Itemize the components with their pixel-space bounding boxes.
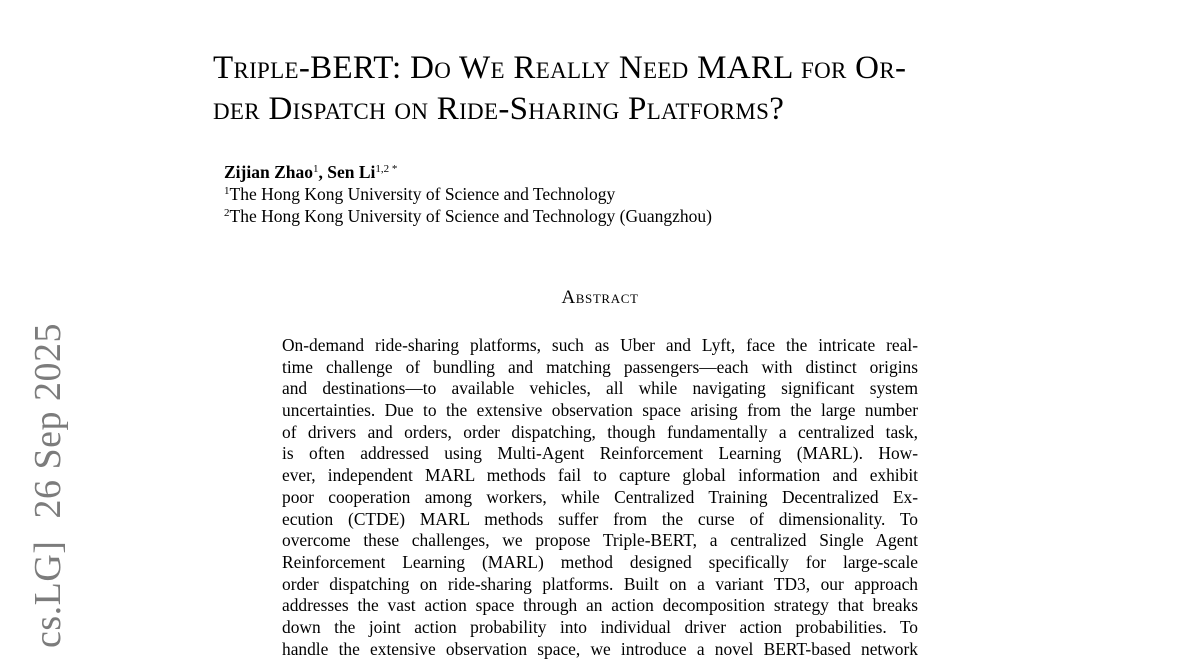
abstract-line: Reinforcement Learning (MARL) method designed specifically for large-scale <box>282 551 918 572</box>
affiliation-text: The Hong Kong University of Science and Technology <box>229 184 616 204</box>
abstract-line: is often addressed using Multi-Agent Reinforcement Learning (MARL). How- <box>282 443 918 464</box>
author-affil-marker: 1 <box>313 163 319 175</box>
abstract-line: and destinations—to available vehicles, all while navigating significant system <box>282 378 918 399</box>
abstract-line: ever, independent MARL methods fail to capture global information and exhibit <box>282 465 918 486</box>
affiliation-text: The Hong Kong University of Science and Technology (Guangzhou) <box>229 206 712 226</box>
title-line-1: Triple-BERT: Do We Really Need MARL for Or- <box>213 50 907 86</box>
arxiv-date: 26 Sep 2025 <box>27 323 69 519</box>
affiliation-2 <box>224 205 712 227</box>
abstract-line: poor cooperation among workers, while Centralized Training Decentralized Ex- <box>282 486 918 507</box>
abstract-line: overcome these challenges, we propose Triple-BERT, a centralized Single Agent <box>282 530 918 551</box>
abstract-line: time challenge of bundling and matching passengers—each with distinct origins <box>282 356 918 377</box>
author-names <box>224 161 712 183</box>
abstract-line: down the joint action probability into individual driver action probabilities. To <box>282 616 918 637</box>
affiliation-marker: 1 <box>224 185 230 197</box>
paper-title <box>213 48 1013 130</box>
abstract-line: uncertainties. Due to the extensive observation space arising from the large number <box>282 400 918 421</box>
abstract-heading: Abstract <box>561 287 639 308</box>
abstract-line: ecution (CTDE) MARL methods suffer from the curse of dimensionality. To <box>282 508 918 529</box>
arxiv-side-stamp <box>26 323 70 648</box>
abstract-line: On-demand ride-sharing platforms, such as Uber and Lyft, face the intricate real- <box>282 335 918 355</box>
abstract-line: order dispatching on ride-sharing platforms. Built on a variant TD3, our approach <box>282 573 918 594</box>
affiliation-marker: 2 <box>224 207 230 219</box>
abstract-line: addresses the vast action space through an action decomposition strategy that breaks <box>282 595 918 616</box>
abstract-body <box>282 335 918 660</box>
author-separator: , <box>318 162 328 182</box>
author-block <box>224 161 712 227</box>
author-name: Sen Li <box>327 162 376 182</box>
abstract-line: of drivers and orders, order dispatching, though fundamentally a centralized task, <box>282 421 918 442</box>
author-name: Zijian Zhao <box>224 162 313 182</box>
title-line-2: der Dispatch on Ride-Sharing Platforms? <box>213 91 785 127</box>
author-affil-marker: 1,2 * <box>375 163 398 175</box>
abstract-line: handle the extensive observation space, we introduce a novel BERT-based network <box>282 638 918 659</box>
affiliation-1 <box>224 183 712 205</box>
arxiv-identifier: cs.LG] <box>27 540 69 648</box>
